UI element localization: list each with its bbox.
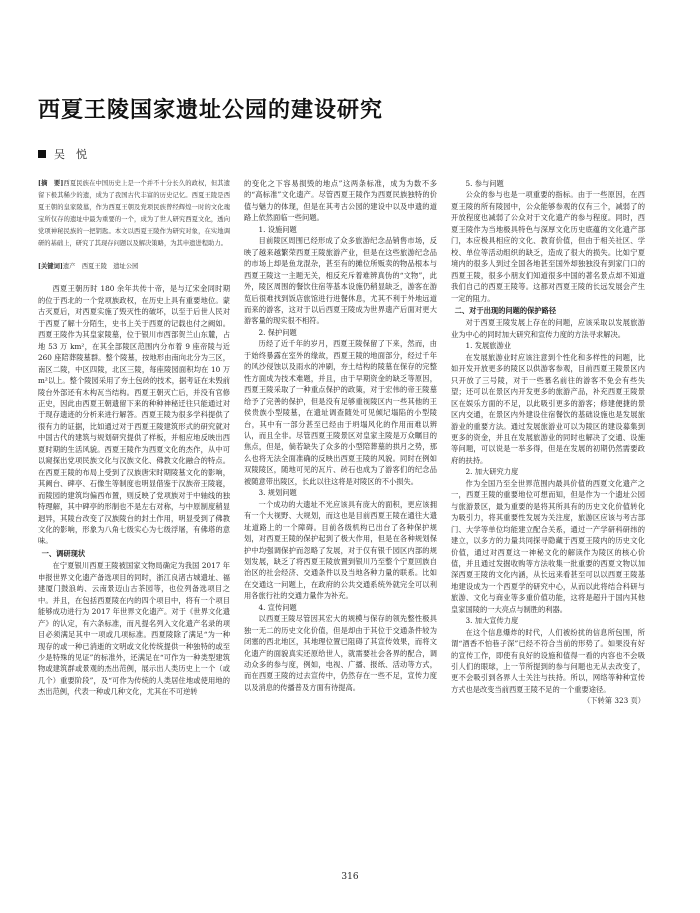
subsection-heading: 1. 设施问题 — [258, 224, 297, 234]
column-1 — [38, 178, 230, 698]
column-2 — [244, 178, 437, 693]
paragraph: 西夏王朝历时 180 余年共传十帝，是与辽宋金同时期的位于西北的一个党项族政权，在历史上具有重要地位。蒙古灭夏后，对西夏实施了毁灭性的破坏，以至于后世人民对于西夏了解十分陌生，史书上关于西夏的记载也付之阙如。西夏王陵作为其皇家陵墓，位于银川市西部贺兰山东麓，占地 53 万 km²，在其全部陵区范围内分布着 9 座帝陵与近 260 座陪葬陵墓群。整个陵墓，按地形由南向北分为三区，南区二陵，中区四陵，北区三陵，每座陵园面积均在 10 万 m²以上。整个陵园采用了夯土包砖的技术，据考证在未毁前陵台外部还有木构瓦当结构。西夏王朝灭亡后，并没有官修正史，因此由西夏王朝遗留下来的种种神秘迁往只能通过对于现存遗迹的分析来进行解答。西夏王陵为很多学科提供了很有力的证据，比如通过对于西夏王陵建筑形式的研究就对中国古代的建筑与规划研究提供了样板，并相应地反映出西夏时期的生活风貌。西夏王陵作为西夏文化的杰作，从中可以窥探出党项民族文化与汉族文化、佛教文化融合的特点。在西夏王陵的布局上受到了汉族唐宋时期陵墓文化的影响，其阙台、碑亭、石像生等制度也明显借鉴于汉族帝王陵寝，而陵园的建筑均偏西布置，则反映了党项族对于中轴线的独特理解，其中碑亭的形制也不是左右对称，与中原制度稍显迥异，其陵台改变了汉族陵台的封土作用，明显受到了佛教文化的影响，形象为八角七级实心为七级浮屠，有佛塔的意味。 — [38, 284, 230, 546]
section-heading: 一、调研现状 — [41, 548, 86, 558]
keywords — [38, 261, 230, 272]
abstract-text: 西夏民族在中国历史上是一个并不十分长久的政权，但其遗留下极其稀少的遗，成为了我国古代丰富的历史记忆。西夏王陵是西夏王朝的皇家陵墓，作为西夏王朝及党项民族曾经辉煌一时的文化瑰宝所仅存的遗址中最为重要的一个，成为了世人研究西夏文化，透向党项神秘民族的一把钥匙。本文以西夏王陵作为研究对象，在实地调研的基础上，研究了其现存问题以及解决策略，为其申遗进程助力。 — [38, 180, 230, 247]
subsection-heading: 1. 发展旅游业 — [465, 341, 511, 351]
subsection-heading: 2. 保护问题 — [258, 327, 297, 337]
article-title: 西夏王陵国家遗址公园的建设研究 — [38, 98, 384, 123]
paragraph: 作为全国乃至全世界范围内最具价值的西夏文化遗产之一，西夏王陵的重要地位可想而知，但是作为一个遗址公园与旅游景区，最为重要的是将其所具有的历史文化价值转化为吸引力，将其重要性发展为关注度，旅游区应该与考古部门、大学等单位均能建立配合关系，通过一产学研科研纬的建立，以多方的力量共同探寻隐藏于西夏王陵内的历史文化价值，通过对西夏这一神秘文化的解读作为陵区的核心价值，并且通过发掘收购等方法收集一批重要的西夏文物以加深西夏王陵的文化内涵，从长远来看甚至可以以西夏王陵基地建设成为一个西夏学的研究中心，从而以此将结合科研与旅游、文化与商业等多重价值功能，这将是超升于国内其他皇家国陵的一大亮点与制胜的利器。 — [451, 478, 645, 614]
author-name: 吴 悦 — [54, 148, 87, 161]
subsection-heading: 4. 宣传问题 — [258, 602, 297, 612]
author — [38, 146, 87, 162]
column-3 — [451, 178, 645, 707]
paragraph: 历经了近千年的岁月，西夏王陵保留了下来，然而，由于始终暴露在室外的缘故，西夏王陵的地面部分，经过千年的风沙侵蚀以及雨水的冲刷，夯土结构的陵墓在保存的完整性方面成为技术难题，并且，由于早期资金的缺乏等原因，西夏王陵采取了一种重点保护的政策，对于宏伟的帝王陵墓给予了完善的保护，但是没有足够重视陵区内一些其他的王侯贵族小型陵墓，在遗址调查随处可见倾圮塌陷的小型陵台，其中有一部分甚至已经由于坍塌风化的作用而难以辨认，而且全非。尽管西夏王陵景区对皇家主陵是万众瞩目的焦点，但是，倘若缺失了众多的小型陪葬墓的拱月之势，那么也将无法全面准确的反映出西夏王陵的风貌。同时在例如双陵陵区，随地可见的瓦片、砖石也成为了游客们的纪念品被随意带出陵区，长此以往这将是对陵区的不小损失。 — [244, 339, 437, 486]
subsection-heading: 2. 加大研究力度 — [465, 467, 519, 477]
section-heading: 二、对于出现的问题的保护路径 — [454, 305, 557, 315]
abstract-label: [摘 要] — [38, 180, 64, 187]
keywords-text: 遗产 西夏王陵 遗址公园 — [62, 263, 139, 270]
subsection-heading: 5. 参与问题 — [465, 179, 504, 188]
paragraph: 一个成功的大遗址不光应该具有庞大的面积，更应该拥有一个大视野、大规划，而这也是目前西夏王陵在通往大遗址道路上的一个障碍。目前各级机构已出台了各种保护规划，对西夏王陵的保护起到了极大作用，但是在各种规划保护中均强调保护而忽略了发展，对于仅有银千园区内部的规划发展，缺乏了将西夏王陵放置到银川乃至整个宁夏回族自治区的社会经济、交通条件以及当地各种力量的联系。比如在交通这一问题上，在政府的公共交通系统外就完全可以利用各旅行社的交通力量作为补充。 — [244, 499, 437, 601]
paragraph: 对于西夏王陵发展上存在的问题，应该采取以发展旅游业为中心的同时加大研究和宣传力度的方法寻求解决。 — [451, 318, 645, 339]
keywords-label: [关键词] — [38, 263, 63, 270]
paragraph: 在发展旅游业时应该注意到个性化和多样性的问题，比如开发开放更多的陵区以供游客参观，目前西夏王陵景区内只开放了三号陵，对于一些慕名前往的游客不免会有些失望；还可以在景区内开发更多的旅游产品，补充西夏王陵景区在娱乐方面的不足，以此吸引更多的游客；修建便捷的景区内交通，在景区内外建设住宿餐饮的基础设施也是发展旅游业的重要方法。通过发展旅游业可以为陵区的建设募集到更多的资金，并且在发展旅游业的同时也解决了交通、设施等问题，可以说是一举多得，但是在发展的初期仍然需要政府的扶持。 — [451, 352, 645, 465]
paragraph: 的变化之下容易损毁的地点”这两条标准，成为为数不多的“高标准”文化遗产。尽管西夏王陵作为西夏民族独特的价值与魅力的体现，但是在其考古公园的建设中以及申遗的道路上依然面临一些问题。 — [244, 179, 437, 223]
abstract — [38, 178, 230, 250]
paragraph: 公众的参与也是一项重要的指标。由于一些原因，在西夏王陵的所有陵园中，公众能够参观的仅有三个，减弱了的开放程度也减弱了公众对于文化遗产的参与程度。同时，西夏王陵作为当地极具特色与深厚文化历史底蕴的文化遗产部门，本应极具相应的文化、教育价值，但由于相关社区、学校、单位等活动组织的缺乏，造成了很大的损失。比如宁夏境内的很多人到过全国各地甚至国外却独独没有到家门口的西夏王陵，很多小朋友们知道很多中国的著名景点却不知道我们自己的西夏王陵等。这都对西夏王陵的长远发展会产生一定的阻力。 — [451, 190, 645, 303]
paragraph: 在宁夏银川西夏王陵被国家文物局确定为我国 2017 年申报世界文化遗产备选项目的同时，浙江良渚古城遗址、福建厦门鼓浪屿、云南景迈山古茶园等，也位列备选项目之中。并且，在包括西夏陵在内的四个项目中，将有一个项目能够成功进行为 2017 年世界文化遗产。对于《世界文化遗产》的认定，有六条标准，而凡提名列入文化遗产名录的项目必须满足其中一项或几项标准。西夏陵除了满足“为一种现存的或一种已消逝的文明或文化传统提供一种独特的或至少是特殊的见证”的标准外，还满足在“可作为一种类型建筑物或建筑群或景观的杰出范例，展示出人类历史上一个（或几个）重要阶段”，及“可作为传统的人类居住地或使用地的杰出范例，代表一种或几种文化，尤其在不可逆转 — [38, 561, 230, 697]
continued-note: （下转第 323 页） — [583, 696, 645, 706]
paragraph: 以西夏王陵尽管因其宏大的规模与保存的领先整性极具独一无二的历史文化价值，但是却由于其位于交通条件较为闭塞的西北地区，其地理位置已阻碍了其宣传效果，而将文化遗产的面貌真实还原给世人，就需要社会各界的配合，调动众多的参与度，例如，电视、广播、报纸、活动等方式，而在西夏王陵的过去宣传中，仍然存在一些不足，宣传力度以及消息的传播普及方面有待提高。 — [244, 614, 437, 692]
paragraph: 目前陵区周围已经形成了众多旅游纪念品销售市场，反映了越来越繁荣西夏王陵旅游产业，但是在这些旅游纪念品的市场上却是鱼龙混杂，甚至有的摊位所贩卖的物品根本与西夏王陵这一主题无关，相反充斥着难辨真伪的“文物”，此外，陵区周围的餐饮住宿等基本设施仍稍显缺乏，游客在游览后很难找到饭店旅馆进行进餐休息，尤其不利于外地远道而来的游客，这对于以后西夏王陵成为世界遗产后面对更大游客量的现实很不相符。 — [244, 236, 437, 326]
page-number: 316 — [341, 872, 359, 882]
subsection-heading: 3. 规划问题 — [258, 488, 297, 498]
subsection-heading: 3. 加大宣传力度 — [465, 616, 519, 626]
paragraph: 在这个信息爆炸的时代，人们被纷扰的信息所包围，所谓“酒香不怕巷子深”已经不符合当前的形势了。如果没有好的宣传工作，即使有良好的设施和值得一看的内容也不会吸引人们的眼球，上一节所提到的参与问题也无从去改变了，更不会吸引到各界人士关注与扶持。所以，网络等种种宣传方式也是改变当前西夏王陵不足的一个重要途径。 — [451, 627, 645, 694]
square-bullet-icon — [38, 150, 46, 158]
